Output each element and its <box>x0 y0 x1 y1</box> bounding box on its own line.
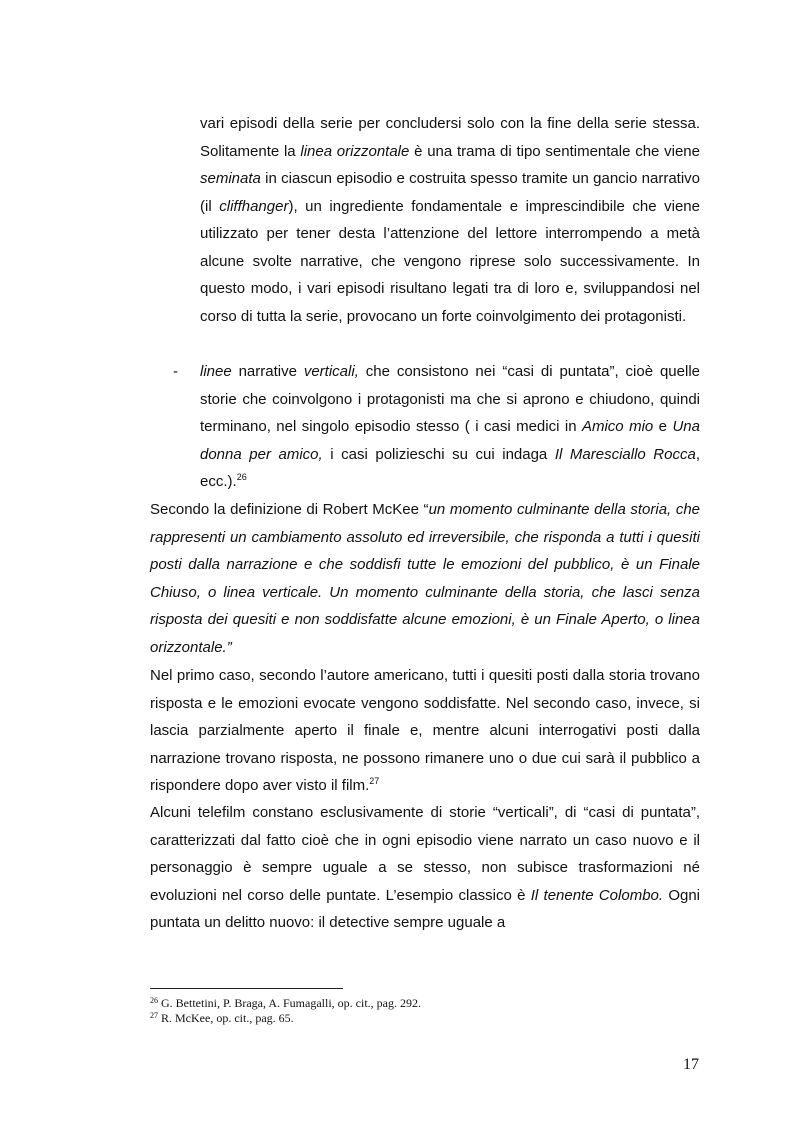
list-bullet: - <box>173 363 178 380</box>
paragraph-first-case: Nel primo caso, secondo l’autore americano, tutti i quesiti posti dalla storia trovano risposta e le emozioni evocate vengono soddisfatte. Nel secondo caso, invece, si lascia parzialmente aperto il finale e, mentre alcuni interrogativi posti dalla narrazione trovano risposta, ne possono rimanere uno o due cui sarà il pubblico a rispondere dopo aver visto il film.$^{27}$ <box>150 667 700 794</box>
list-item-vertical-lines: linee narrative verticali, che consistono nei “casi di puntata”, cioè quelle storie che coinvolgono i protagonisti ma che si aprono e chiudono, quindi terminano, nel singolo episodio stesso ( i casi medici in Amico mio e Una donna per amico, i casi polizieschi su cui indaga Il Maresciallo Rocca, ecc.).$^{26}$ <box>200 363 700 490</box>
footnote-ref-27: 27 <box>369 776 380 786</box>
paragraph-mckee-definition: Secondo la definizione di Robert McKee “un momento culminante della storia, che rappresenti un cambiamento assoluto ed irreversibile, che risponda a tutti i quesiti posti dalla narrazione e che soddisfi tutte le emozioni del pubblico, è un Finale Chiuso, o linea verticale. Un momento culminante della storia, che lasci senza risposta dei quesiti e non soddisfatte alcune emozioni, è un Finale Aperto, o linea orizzontale.” <box>150 501 701 656</box>
continuation-paragraph: vari episodi della serie per concludersi solo con la fine della serie stessa. Solitamente la linea orizzontale è una trama di tipo sentimentale che viene seminata in ciascun episodio e costruita spesso tramite un gancio narrativo (il cliffhanger), un ingrediente fondamentale e imprescindibile che viene utilizzato per tener desta l’attenzione del lettore interrompendo a metà alcune svolte narrative, che vengono riprese solo successivamente. In questo modo, i vari episodi risultano legati tra di loro e, sviluppandosi nel corso di tutta la serie, provocano un forte coinvolgimento dei protagonisti. <box>200 115 700 325</box>
paragraph-some-telefilms: Alcuni telefilm constano esclusivamente di storie “verticali”, di “casi di puntata”, caratterizzati dal fatto cioè che in ogni episodio viene narrato un caso nuovo e il personaggio è sempre uguale a se stesso, non subisce trasformazioni né evoluzioni nel corso delle puntate. L’esempio classico è Il tenente Colombo. Ogni puntata un delitto nuovo: il detective sempre uguale a <box>150 804 701 931</box>
footnote-26: $^{26}$ G. Bettetini, P. Braga, A. Fumagalli, op. cit., pag. 292. <box>150 996 421 1010</box>
footnote-27: $^{27}$ R. McKee, op. cit., pag. 65. <box>150 1011 294 1025</box>
footnote-ref-26: 26 <box>236 472 247 482</box>
footnote-separator <box>150 988 343 989</box>
footnotes <box>150 996 700 1026</box>
page-number: 17 <box>683 1056 699 1073</box>
